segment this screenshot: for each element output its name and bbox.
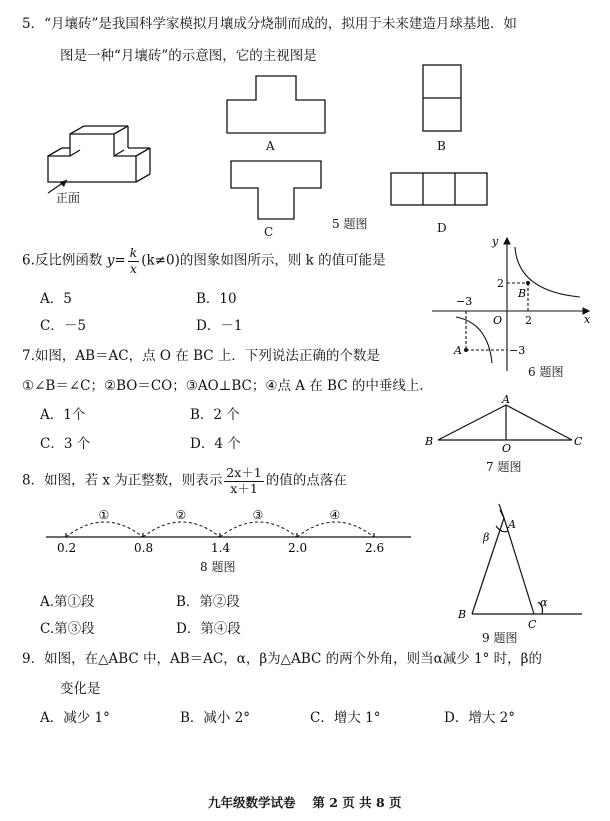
q7-vertex-b-label: B [425,435,434,448]
q7-vertex-c-label: C [574,435,583,448]
q8-tick-label: 2.0 [288,541,308,555]
q6-option-a: A．5 [40,291,72,307]
q9-beta-label: β [483,531,490,544]
q6-fraction [128,247,140,275]
q6-option-c: C．－5 [40,318,86,334]
q8-frac-den: x＋1 [230,480,258,496]
q5-option-b-label: B [437,139,446,153]
q6-stem [22,247,386,275]
q8-segment-label: ① [98,508,110,522]
q8-fraction [224,467,263,495]
q8-option-a: A.第①段 [40,594,95,610]
q8-option-c: C.第③段 [40,621,95,637]
q6-frac-num: k [129,245,138,260]
q9-vertex-a-label: A [508,518,516,531]
q5-option-b-figure [422,64,462,132]
q6-equals: = [114,252,126,269]
q5-option-a-figure [226,75,326,135]
q5-figure-caption: 5 题图 [332,217,368,231]
q9-alpha-label: α [540,596,548,609]
q8-segment-arc [220,522,297,537]
q6-graph-point-a-label: A [454,344,462,357]
q6-y-var: y [106,252,115,269]
q6-graph-tick-y-2: 2 [497,277,504,290]
q7-option-a: A．1个 [40,407,86,423]
q8-option-d: D．第④段 [176,621,241,637]
q8-tick-label: 2.6 [365,541,385,555]
q8-stem-suffix: 的值的点落在 [265,472,347,489]
q7-option-d: D．4 个 [190,436,241,452]
q5-stem-line1: 5．“月壤砖”是我国科学家模拟月壤成分烧制而成的，拟用于未来建造月球基地．如 [22,16,517,32]
q8-frac-num: 2x＋1 [226,465,262,480]
q7-option-b: B．2 个 [190,407,240,423]
q8-stem-prefix: 8．如图，若 x 为正整数，则表示 [22,472,223,489]
q7-vertex-a-label: A [502,393,510,406]
q9-option-a: A．减少 1° [40,710,110,726]
q9-stem-line2: 变化是 [60,681,101,697]
q8-tick-label: 0.2 [57,541,77,555]
q6-stem-suffix: 的图象如图所示，则 k 的值可能是 [179,252,386,269]
q6-graph-point-b-label: B [518,287,527,300]
q8-stem [22,467,347,495]
page-footer: 九年级数学试卷 第 2 页 共 8 页 [208,795,402,810]
q8-segment-arc [297,522,374,537]
q6-graph-x-axis-label: x [584,313,591,326]
q7-isosceles-triangle-figure [424,393,584,453]
q5-option-c-label: C [264,225,274,239]
q8-option-b: B．第②段 [176,594,240,610]
q5-stem-line2: 图是一种“月壤砖”的示意图，它的主视图是 [60,48,317,64]
q8-tick-label: 1.4 [211,541,231,555]
q6-figure-caption: 6 题图 [528,365,564,379]
q9-option-d: D．增大 2° [444,710,515,726]
q9-vertex-b-label: B [458,608,467,621]
q5-front-label: 正面 [56,191,81,205]
q7-statements: ①∠B＝∠C；②BO＝CO；③AO⊥BC；④点 A 在 BC 的中垂线上． [22,378,433,394]
q6-graph-tick-y-neg3: −3 [509,344,526,357]
q8-number-line [46,505,416,555]
q8-tick-label: 0.8 [134,541,154,555]
q7-figure-caption: 7 题图 [486,460,522,474]
q8-segment-label: ② [175,508,187,522]
q9-stem-line1: 9．如图，在△ABC 中，AB＝AC，α，β为△ABC 的两个外角，则当α减少 1° 时，β的 [22,651,542,667]
q5-brick-3d-figure [40,108,190,203]
q6-option-b: B．10 [196,291,237,307]
q8-segment-arc [66,522,143,537]
q7-stem: 7.如图，AB＝AC，点 O 在 BC 上．下列说法正确的个数是 [22,348,380,364]
q7-point-o-label: O [502,442,512,455]
q6-graph-origin-label: O [493,314,503,327]
q5-option-d-label: D [437,221,447,235]
q5-option-d-figure [390,172,488,206]
q6-hyperbola-graph [430,233,595,373]
q6-condition: (k≠0) [141,252,180,269]
q6-stem-prefix: 6.反比例函数 [22,252,103,269]
q6-option-d: D．－1 [196,318,243,334]
q6-graph-y-axis-label: y [492,235,499,248]
q9-option-b: B．减小 2° [180,710,251,726]
q9-vertex-c-label: C [528,618,537,631]
q6-graph-tick-x-2: 2 [525,314,532,327]
q7-option-c: C．3 个 [40,436,91,452]
q8-segment-label: ④ [329,508,341,522]
q9-option-c: C．增大 1° [310,710,381,726]
q5-option-c-figure [230,160,322,220]
q8-figure-caption: 8 题图 [200,560,236,574]
q8-segment-arc [143,522,220,537]
q6-frac-den: x [129,260,137,276]
q6-graph-tick-x-neg3: −3 [456,295,473,308]
q9-figure-caption: 9 题图 [482,631,518,645]
q9-triangle-exterior-angles-figure [452,504,592,634]
q5-option-a-label: A [266,139,275,153]
q8-segment-label: ③ [252,508,264,522]
